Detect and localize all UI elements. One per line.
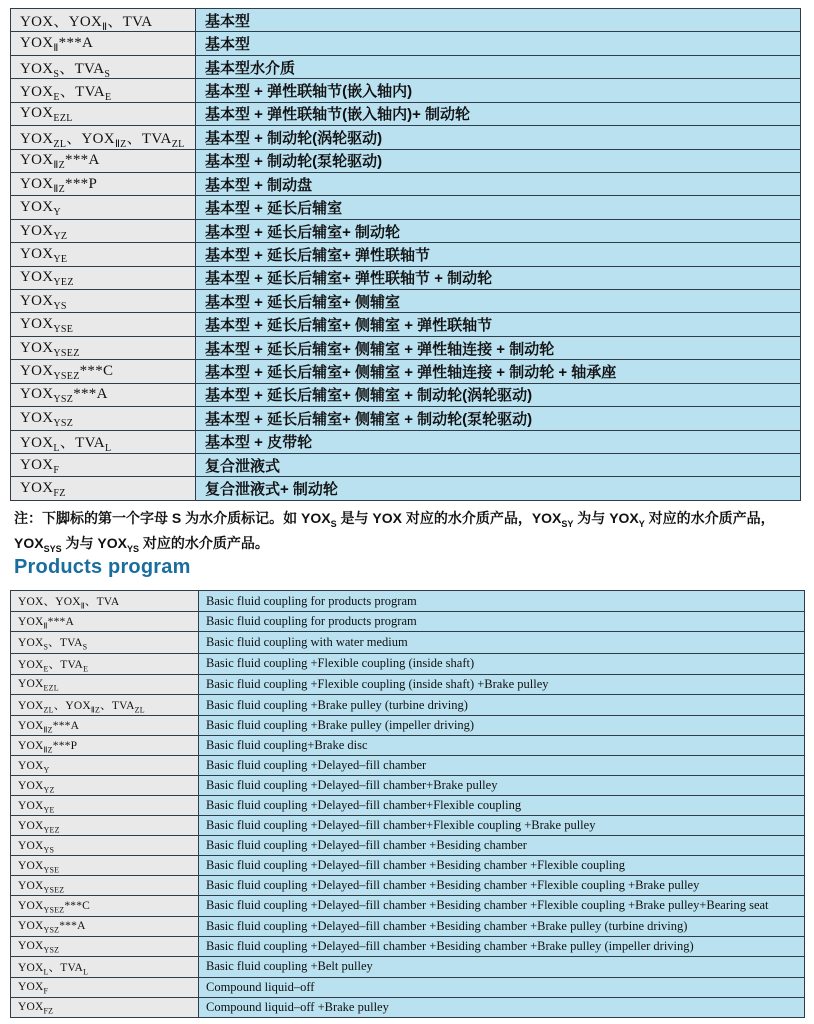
table-row — [11, 102, 801, 125]
table-row — [11, 612, 805, 632]
products-program-table-english — [10, 590, 805, 1018]
product-description-cell: Basic fluid coupling +Delayed–fill chamber +Besiding chamber — [199, 836, 805, 856]
model-name-cell: $YOX_{EZL}$ — [11, 102, 196, 125]
configuration-description-cell: 基本型 + 延长后辅室+ 侧辅室 + 制动轮(泵轮驱动) — [196, 407, 801, 430]
table-row — [11, 32, 801, 55]
model-name-cell: $YOX_{EZL}$ — [11, 674, 199, 694]
configuration-description-cell: 基本型 + 制动轮(涡轮驱动) — [196, 126, 801, 149]
table-row — [11, 856, 805, 876]
product-description-cell: Basic fluid coupling +Delayed–fill chamber +Besiding chamber +Brake pulley (impeller driving) — [199, 936, 805, 956]
model-name-cell: $YOX_{FZ}$ — [11, 997, 199, 1017]
table-row — [11, 716, 805, 736]
table-row — [11, 383, 801, 406]
table-row — [11, 977, 805, 997]
table-row — [11, 477, 801, 501]
product-description-cell: Basic fluid coupling +Delayed–fill chamber+Flexible coupling — [199, 796, 805, 816]
table-row — [11, 430, 801, 453]
model-name-cell: $YOX_{YS}$ — [11, 836, 199, 856]
table-row — [11, 591, 805, 612]
model-name-cell: $YOX_{YSZ}***A$ — [11, 916, 199, 936]
model-name-cell: $YOX_S$、$TVA_S$ — [11, 632, 199, 653]
configuration-description-cell: 基本型水介质 — [196, 55, 801, 78]
model-name-cell: YOX、$YOX_Ⅱ$、TVA — [11, 9, 196, 32]
configuration-description-cell: 基本型 + 延长后辅室+ 侧辅室 + 弹性联轴节 — [196, 313, 801, 336]
model-name-cell: YOX、$YOX_Ⅱ$、TVA — [11, 591, 199, 612]
model-name-cell: $YOX_{YE}$ — [11, 796, 199, 816]
model-name-cell: $YOX_S$、$TVA_S$ — [11, 55, 196, 78]
product-description-cell: Compound liquid–off — [199, 977, 805, 997]
model-name-cell: $YOX_F$ — [11, 454, 196, 477]
table-row — [11, 796, 805, 816]
model-name-cell: $YOX_{ZL}$、$YOX_{ⅡZ}$、$TVA_{ZL}$ — [11, 126, 196, 149]
model-name-cell: $YOX_{YSEZ}$ — [11, 336, 196, 359]
table-row — [11, 172, 801, 195]
model-name-cell: $YOX_{YSEZ}***C$ — [11, 896, 199, 916]
model-name-cell: $YOX_{YSEZ}***C$ — [11, 360, 196, 383]
table-row — [11, 653, 805, 674]
product-description-cell: Basic fluid coupling+Brake disc — [199, 736, 805, 756]
product-description-cell: Basic fluid coupling +Flexible coupling (inside shaft) — [199, 653, 805, 674]
model-name-cell: $YOX_{YSE}$ — [11, 856, 199, 876]
model-name-cell: $YOX_Y$ — [11, 756, 199, 776]
model-name-cell: $YOX_Ⅱ***A$ — [11, 32, 196, 55]
configuration-description-cell: 基本型 + 延长后辅室 — [196, 196, 801, 219]
model-name-cell: $YOX_L$、$TVA_L$ — [11, 430, 196, 453]
model-name-cell: $YOX_{YZ}$ — [11, 776, 199, 796]
configuration-description-cell: 复合泄液式 — [196, 454, 801, 477]
model-name-cell: $YOX_{YSE}$ — [11, 313, 196, 336]
configuration-description-cell: 基本型 + 延长后辅室+ 弹性联轴节 — [196, 243, 801, 266]
product-description-cell: Basic fluid coupling +Delayed–fill chamber+Brake pulley — [199, 776, 805, 796]
model-name-cell: $YOX_{ⅡZ}***P$ — [11, 172, 196, 195]
model-name-cell: $YOX_{FZ}$ — [11, 477, 196, 501]
table-row — [11, 694, 805, 715]
table-row — [11, 997, 805, 1017]
model-name-cell: $YOX_{YEZ}$ — [11, 816, 199, 836]
table-row — [11, 776, 805, 796]
product-description-cell: Compound liquid–off +Brake pulley — [199, 997, 805, 1017]
model-name-cell: $YOX_Y$ — [11, 196, 196, 219]
table-row — [11, 149, 801, 172]
configuration-description-cell: 基本型 + 延长后辅室+ 弹性联轴节 + 制动轮 — [196, 266, 801, 289]
product-description-cell: Basic fluid coupling +Delayed–fill chamber +Besiding chamber +Brake pulley (turbine driving) — [199, 916, 805, 936]
product-description-cell: Basic fluid coupling +Delayed–fill chamber — [199, 756, 805, 776]
product-description-cell: Basic fluid coupling +Delayed–fill chamber+Flexible coupling +Brake pulley — [199, 816, 805, 836]
table-row — [11, 219, 801, 242]
model-name-cell: $YOX_{YSEZ}$ — [11, 876, 199, 896]
product-description-cell: Basic fluid coupling for products program — [199, 591, 805, 612]
table-row — [11, 736, 805, 756]
table-row — [11, 816, 805, 836]
water-medium-footnote: 注：下脚标的第一个字母 S 为水介质标记。如 $YOX_S$ 是与 YOX 对应的水介质产品，$YOX_{SY}$ 为与 $YOX_Y$ 对应的水介质产品，$YOX_{SYS}$ 为与 $YOX_{YS}$ 对应的水介质产品。 — [14, 510, 775, 554]
model-name-cell: $YOX_{YSZ}***A$ — [11, 383, 196, 406]
product-description-cell: Basic fluid coupling for products program — [199, 612, 805, 632]
model-configuration-table-chinese — [10, 8, 801, 501]
model-name-cell: $YOX_F$ — [11, 977, 199, 997]
configuration-description-cell: 基本型 + 延长后辅室+ 制动轮 — [196, 219, 801, 242]
table-row — [11, 79, 801, 102]
product-description-cell: Basic fluid coupling +Brake pulley (impeller driving) — [199, 716, 805, 736]
model-name-cell: $YOX_{YSZ}$ — [11, 936, 199, 956]
model-name-cell: $YOX_Ⅱ***A$ — [11, 612, 199, 632]
table-row — [11, 407, 801, 430]
products-program-heading: Products program — [14, 556, 191, 578]
model-name-cell: $YOX_{YEZ}$ — [11, 266, 196, 289]
product-description-cell: Basic fluid coupling with water medium — [199, 632, 805, 653]
table-row — [11, 936, 805, 956]
configuration-description-cell: 基本型 — [196, 32, 801, 55]
product-description-cell: Basic fluid coupling +Flexible coupling (inside shaft) +Brake pulley — [199, 674, 805, 694]
configuration-description-cell: 基本型 — [196, 9, 801, 32]
model-name-cell: $YOX_{ZL}$、$YOX_{ⅡZ}$、$TVA_{ZL}$ — [11, 694, 199, 715]
configuration-description-cell: 基本型 + 延长后辅室+ 侧辅室 + 弹性轴连接 + 制动轮 — [196, 336, 801, 359]
model-name-cell: $YOX_E$、$TVA_E$ — [11, 79, 196, 102]
table-row — [11, 876, 805, 896]
table-row — [11, 454, 801, 477]
configuration-description-cell: 复合泄液式+ 制动轮 — [196, 477, 801, 501]
configuration-description-cell: 基本型 + 皮带轮 — [196, 430, 801, 453]
table-row — [11, 9, 801, 32]
configuration-description-cell: 基本型 + 弹性联轴节(嵌入轴内)+ 制动轮 — [196, 102, 801, 125]
table-row — [11, 126, 801, 149]
product-description-cell: Basic fluid coupling +Brake pulley (turbine driving) — [199, 694, 805, 715]
table-row — [11, 266, 801, 289]
product-description-cell: Basic fluid coupling +Delayed–fill chamber +Besiding chamber +Flexible coupling +Brake pulley — [199, 876, 805, 896]
model-name-cell: $YOX_{ⅡZ}***A$ — [11, 716, 199, 736]
product-description-cell: Basic fluid coupling +Belt pulley — [199, 956, 805, 977]
configuration-description-cell: 基本型 + 延长后辅室+ 侧辅室 — [196, 290, 801, 313]
model-name-cell: $YOX_{YS}$ — [11, 290, 196, 313]
model-name-cell: $YOX_{YZ}$ — [11, 219, 196, 242]
configuration-description-cell: 基本型 + 制动轮(泵轮驱动) — [196, 149, 801, 172]
configuration-description-cell: 基本型 + 延长后辅室+ 侧辅室 + 弹性轴连接 + 制动轮 + 轴承座 — [196, 360, 801, 383]
model-name-cell: $YOX_{ⅡZ}***A$ — [11, 149, 196, 172]
model-name-cell: $YOX_{YE}$ — [11, 243, 196, 266]
table-row — [11, 916, 805, 936]
table-row — [11, 956, 805, 977]
table-row — [11, 243, 801, 266]
table-row — [11, 55, 801, 78]
table-row — [11, 674, 805, 694]
table-row — [11, 360, 801, 383]
model-name-cell: $YOX_{YSZ}$ — [11, 407, 196, 430]
table-row — [11, 836, 805, 856]
table-row — [11, 756, 805, 776]
model-name-cell: $YOX_E$、$TVA_E$ — [11, 653, 199, 674]
table-row — [11, 196, 801, 219]
table-row — [11, 896, 805, 916]
model-name-cell: $YOX_{ⅡZ}***P$ — [11, 736, 199, 756]
table-row — [11, 313, 801, 336]
table-row — [11, 290, 801, 313]
model-name-cell: $YOX_L$、$TVA_L$ — [11, 956, 199, 977]
table-row — [11, 336, 801, 359]
configuration-description-cell: 基本型 + 弹性联轴节(嵌入轴内) — [196, 79, 801, 102]
product-description-cell: Basic fluid coupling +Delayed–fill chamber +Besiding chamber +Flexible coupling — [199, 856, 805, 876]
table-row — [11, 632, 805, 653]
configuration-description-cell: 基本型 + 制动盘 — [196, 172, 801, 195]
product-description-cell: Basic fluid coupling +Delayed–fill chamber +Besiding chamber +Flexible coupling +Brake pulley+Bearing seat — [199, 896, 805, 916]
configuration-description-cell: 基本型 + 延长后辅室+ 侧辅室 + 制动轮(涡轮驱动) — [196, 383, 801, 406]
